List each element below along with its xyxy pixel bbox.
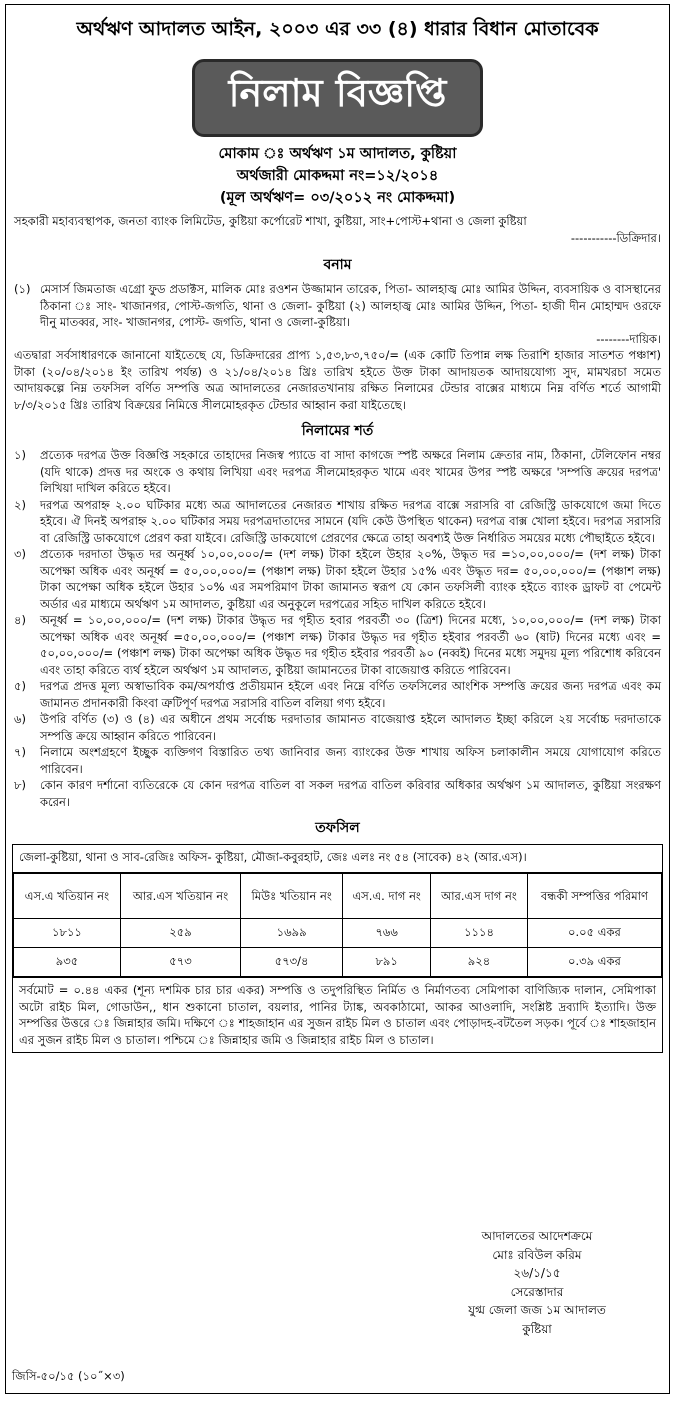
condition-item: [6, 546, 669, 612]
condition-number: ৮): [14, 778, 26, 792]
condition-number: ১): [14, 448, 26, 462]
condition-item: [6, 744, 669, 777]
column-header: মিউঃ খতিয়ান নং: [241, 874, 343, 919]
column-header: এস.এ খতিয়ান নং: [14, 874, 121, 919]
condition-item: [6, 447, 669, 497]
court-name: মোকাম ঃ অর্থঋণ ১ম আদালত, কুষ্টিয়া: [218, 146, 457, 162]
banner-wrap: [6, 59, 669, 137]
column-header: বন্ধকী সম্পত্তির পরিমাণ: [527, 874, 661, 919]
condition-text: কোন কারণ দর্শানো ব্যতিরেকে যে কোন দরপত্র বাতিল বা সকল দরপত্র বাতিল করিবার অধিকার অর্থঋণ ১ম আদালত, কুষ্টিয়া সংরক্ষণ করেন।: [40, 778, 661, 809]
schedule-summary: সর্বমোট = ০.৪৪ একর (শূন্য দশমিক চার চার একর) সম্পত্তি ও তদুপরিস্থিত নির্মিত ও নির্মাণতব্য সেমিপাকা বাণিজ্যিক দালান, সেমিপাকা অটো রাইচ মিল, গোডাউন,, ধান শুকানো চাতাল, বয়লার, পানির ট্যাঙ্ক, অবকাঠামো, আকর আওলাদি, সংশ্লিষ্ট দ্রব্যাদি ইত্যাদি। উক্ত সম্পত্তির উত্তরে ঃ জিন্নাহার জমি। দক্ষিণে ঃ শাহজাহান এর সুজন রাইচ মিল ও চাতাল এবং পোড়াদহ-বটতৈল সড়ক। পূর্বে ঃ শাহজাহান এর সুজন রাইচ মিল ও চাতাল। পশ্চিমে ঃ জিন্নাহার জমি ও জিন্নাহার রাইচ মিল ও চাতাল।: [13, 977, 662, 1052]
table-cell: ১১১৪: [431, 919, 528, 948]
table-cell: ২৫৯: [120, 919, 240, 948]
table-cell: ৯২৪: [431, 948, 528, 977]
table-cell: ১৮১১: [14, 919, 121, 948]
debtor-tag: --------দায়িক।: [596, 331, 661, 346]
table-cell: ৫৭৩/৪: [241, 948, 343, 977]
condition-item: [6, 612, 669, 678]
table-cell: ০.৩৯ একর: [527, 948, 661, 977]
case-number: অর্থজারী মোকদ্দমা নং=১২/২০১৪: [236, 168, 439, 184]
condition-number: ৪): [14, 613, 26, 627]
table-cell: ৫৭৩: [120, 948, 240, 977]
signature-line: আদালতের আদেশক্রমে: [481, 1229, 593, 1243]
signatory-title: সেরেস্তাদার: [510, 1284, 564, 1299]
signatory-office: যুগ্ম জেলা জজ ১ম আদালত: [468, 1303, 606, 1317]
condition-number: ২): [14, 497, 26, 512]
table-header-row: [14, 874, 662, 919]
schedule-table: [13, 873, 662, 977]
column-header: আর.এস খতিয়ান নং: [120, 874, 240, 919]
notice-page: [5, 4, 670, 1394]
condition-number: ৭): [14, 745, 26, 759]
condition-text: উপরি বর্ণিত (৩) ও (৪) এর অধীনে প্রথম সর্বোচ্চ দরদাতার জামানত বাজেয়াপ্ত হইলে আদালত ইচ্ছা করিলে ২য় সর্বোচ্চ দরদাতাকে সম্পত্তি ক্রয়ে আহ্বান করিতে পারিবেন।: [40, 712, 661, 743]
signature-date: ২৬/১/১৫: [513, 1266, 561, 1280]
condition-text: দরপত্র অপরাহ্ন ২.০০ ঘটিকার মধ্যে অত্র আদালতের নেজারত শাখায় রক্ষিত দরপত্র বাক্সে সরাসরি বা রেজিস্ট্রি ডাকযোগে জমা দিতে হইবে। ঐ দিনই অপরাহ্ন ২.০০ ঘটিকার সময় দরপত্রদাতাদের সামনে (যদি কেউ উপস্থিত থাকেন) দরপত্র বাক্স খোলা হইবে। দরপত্র সরাসরি বা রেজিস্ট্রি ডাকযোগে প্রেরণ করা যাইবে। রেজিস্ট্রি ডাকযোগে প্রেরণের ক্ষেত্রে তাহা অবশ্যই উক্ত নির্ধারিত সময়ের মধ্যে পৌছাইতে হইবে।: [40, 497, 661, 545]
condition-text: প্রত্যেক দরদাতা উদ্ধৃত দর অনূর্ধ্ব ১০,০০,০০০/= (দশ লক্ষ) টাকা হইলে উহার ২০%, উদ্ধৃত দর =১০,০০,০০০/= (দশ লক্ষ) টাকা অপেক্ষা অধিক এবং অনূর্ধ্ব = ৫০,০০,০০০/= (পঞ্চাশ লক্ষ) টাকা হইলে উহার ১৫% এবং উদ্ধৃত দর= ৫০,০০,০০০/= (পঞ্চাশ লক্ষ) টাকা অপেক্ষা অধিক হইলে উহার ১০% এর সমপরিমাণ টাকা জামানত স্বরূপ যে কোন তফসিলী ব্যাংক হইতে ব্যাংক ড্রাফট বা পেমেন্ট অর্ডার এর মাধ্যমে অর্থঋণ ১ম আদালত, কুষ্টিয়া এর অনুকূলে দরপত্রের সহিত দাখিল করিতে হইবে।: [40, 547, 661, 611]
condition-text: নিলামে অংশগ্রহণে ইচ্ছুক ব্যক্তিগণ বিস্তারিত তথ্য জানিবার জন্য ব্যাংকের উক্ত শাখায় অফিস চলাকালীন সময়ে যোগাযোগ করিতে পারিবেন।: [40, 745, 661, 776]
condition-text: অনূর্ধ্ব = ১০,০০,০০০/= (দশ লক্ষ) টাকার উদ্ধৃত দর গৃহীত হবার পরবর্তী ৩০ (ত্রিশ) দিনের মধ্যে, ১০,০০,০০০/= (দশ লক্ষ) টাকা অপেক্ষা অধিক এবং অনূর্ধ্ব =৫০,০০,০০০/= (পঞ্চাশ লক্ষ) টাকার উদ্ধৃত দর গৃহীত হইবার পরবর্তী ৬০ (ষাট) দিনের মধ্যে এবং = ৫০,০০,০০০/= (পঞ্চাশ লক্ষ) টাকা অপেক্ষা অধিক উদ্ধৃত দর গৃহীত হইবার পরবর্তী ৯০ (নব্বই) দিনের মধ্যে সমুদয় মূল্য পরিশোধ করিবেন এবং তাহা করিতে ব্যর্থ হইলে অর্থঋণ ১ম আদালত, কুষ্টিয়া জামানতের টাকা বাজেয়াপ্ত করিতে পারিবেন।: [40, 613, 661, 677]
table-row: [14, 919, 662, 948]
conditions-heading: নিলামের শর্ত: [301, 423, 374, 439]
debtor-text: মেসার্স জিমতাজ এগ্রো ফুড প্রডাক্টস, মালিক মোঃ রওশন উজ্জামান তারেক, পিতা- আলহাজ্ব মোঃ আমির উদ্দিন, ব্যবসায়িক ও বাসস্থানের ঠিকানা ঃ সাং- খাজানগর, পোস্ট-জগতি, থানা ও জেলা- কুষ্টিয়া (২) আলহাজ্ব মোঃ আমির উদ্দিন, পিতা- হাজী দীন মোহাম্মদ ওরফে দীনু মাতব্বর, সাং- খাজানগর, পোস্ট- জগতি, থানা ও জেলা-কুষ্টিয়া।: [40, 282, 661, 329]
table-cell: ৭৬৬: [343, 919, 431, 948]
condition-number: ৩): [14, 547, 26, 561]
condition-item: [6, 711, 669, 744]
notice-paragraph: এতদ্বারা সর্বসাধারণকে জানানো যাইতেছে যে, ডিক্রিদারের প্রাপ্য ১,৫৩,৮৩,৭৫০/= (এক কোটি তিপান্ন লক্ষ তিরাশি হাজার সাতশত পঞ্চাশ) টাকা (২০/০৪/২০১৪ ইং তারিখ পর্যন্ত) ও ২১/০৪/২০১৪ খ্রিঃ তারিখ হইতে উক্ত টাকা আদায়তক আদায়যোগ্য সুদ, মামখরচা সমেত আদায়কল্পে নিম্ন তফসিল বর্ণিত সম্পত্তি অত্র আদালতের নেজারতখানায় রক্ষিত নিলামের টেন্ডার বাক্সের মাধ্যমে নিম্ন বর্ণিত শর্তে আগামী ৮/৩/২০১৫ খ্রিঃ তারিখ বিক্রয়ের নিমিত্তে সীলমোহরকৃত টেন্ডার আহ্বান করা যাইতেছে।: [14, 348, 661, 412]
column-header: এস.এ. দাগ নং: [343, 874, 431, 919]
schedule-location: জেলা-কুষ্টিয়া, থানা ও সাব-রেজিঃ অফিস- কুষ্টিয়া, মৌজা-কবুরহাট, জেঃ এলঃ নং ৫৪ (সাবেক) ৪২ (আর.এস)।: [13, 845, 662, 873]
table-cell: ৯৩৫: [14, 948, 121, 977]
schedule-heading: তফসিল: [315, 820, 360, 836]
signature-block: [427, 1227, 647, 1338]
publication-code: জিসি-৫০/১৫ (১০˝×৩): [12, 1369, 125, 1383]
condition-number: ৬): [14, 712, 26, 726]
table-cell: ১৬৯৯: [241, 919, 343, 948]
conditions-list: [6, 447, 669, 810]
versus-heading: বনাম: [323, 257, 352, 273]
signatory-name: মোঃ রবিউল করিম: [492, 1247, 582, 1262]
law-reference-header: অর্থঋণ আদালত আইন, ২০০৩ এর ৩৩ (৪) ধারার বিধান মোতাবেক: [76, 18, 599, 40]
creditor-tag: -----------ডিক্রিদার।: [570, 231, 661, 245]
creditor-text: সহকারী মহাব্যবস্থাপক, জনতা ব্যাংক লিমিটেড, কুষ্টিয়া কর্পোরেট শাখা, কুষ্টিয়া, সাং+পোস্ট+থানা ও জেলা কুষ্টিয়া: [14, 214, 527, 228]
debtor-number: (১): [14, 282, 31, 296]
schedule-box: [12, 844, 663, 1053]
table-cell: ০.০৫ একর: [527, 919, 661, 948]
signatory-place: কুষ্টিয়া: [522, 1321, 552, 1336]
table-row: [14, 948, 662, 977]
auction-notice-banner: নিলাম বিজ্ঞপ্তি: [192, 59, 484, 137]
condition-number: ৫): [14, 679, 26, 693]
original-case: (মূল অর্থঋণ= ০৩/২০১২ নং মোকদ্দমা): [219, 190, 456, 206]
condition-item: [6, 777, 669, 810]
column-header: আর.এস দাগ নং: [431, 874, 528, 919]
condition-item: [6, 678, 669, 711]
condition-text: প্রত্যেক দরপত্র উক্ত বিজ্ঞপ্তি সহকারে তাহাদের নিজস্ব প্যাডে বা সাদা কাগজে স্পষ্ট অক্ষরে নিলাম ক্রেতার নাম, ঠিকানা, টেলিফোন নম্বর (যদি থাকে) প্রদত্ত দর অংকে ও কথায় লিখিয়া এবং দরপত্র সীলমোহরকৃত খামে এবং খামের উপর স্পষ্ট অক্ষরে 'সম্পত্তি ক্রয়ের দরপত্র' লিখিয়া দাখিল করিতে হইবে।: [40, 448, 661, 495]
condition-text: দরপত্র প্রদত্ত মূল্য অস্বাভাবিক কম/অপর্যাপ্ত প্রতীয়মান হইলে এবং নিম্নে বর্ণিত তফসিলের আংশিক সম্পত্তি ক্রয়ের জন্য দরপত্র এবং কম জামানত প্রদানকারী কিংবা ত্রুটিপূর্ণ দরপত্র সরাসরি বাতিল বলিয়া গণ্য হইবে।: [40, 679, 661, 710]
table-cell: ৮৯১: [343, 948, 431, 977]
debtor-block: [6, 281, 669, 347]
creditor-block: [6, 209, 669, 247]
condition-item: [6, 497, 669, 547]
